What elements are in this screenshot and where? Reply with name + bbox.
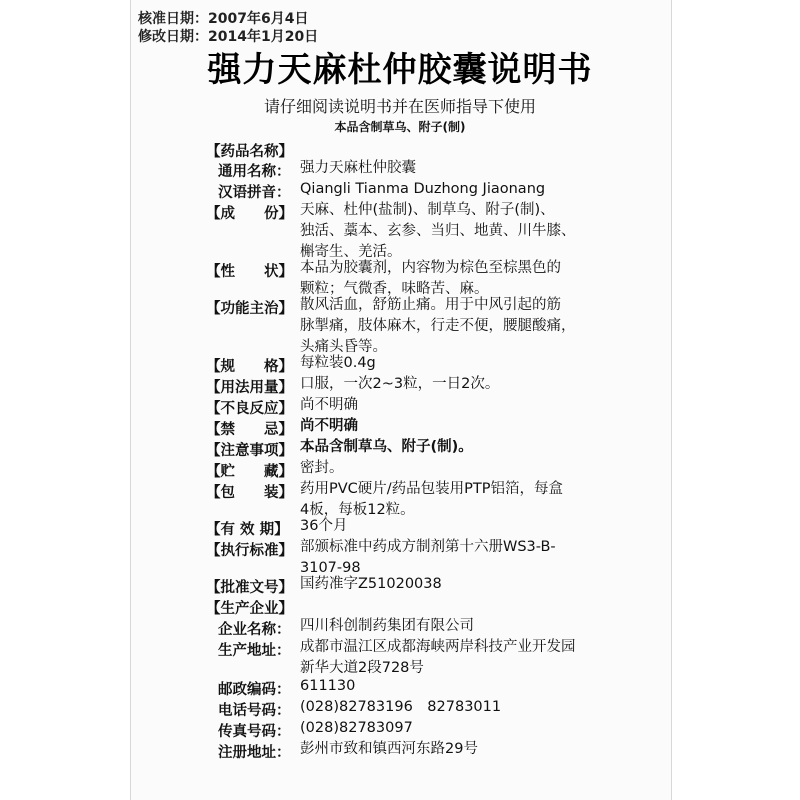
fax-label: 传真号码： [218, 724, 291, 740]
character-line: 颗粒；气微香，味略苦、麻。 [300, 281, 489, 297]
phone-value: (028)82783196 82783011 [300, 699, 502, 715]
ingredients-line: 独活、藁本、玄参、当归、地黄、川牛膝、 [300, 223, 576, 239]
ingredients-line: 槲寄生、羌活。 [300, 244, 402, 260]
approval-number-value: 国药准字Z51020038 [300, 576, 442, 592]
usage-warning: 请仔细阅读说明书并在医师指导下使用 [263, 97, 536, 116]
generic-name-value: 强力天麻杜仲胶囊 [300, 160, 416, 176]
postcode-value: 611130 [300, 678, 356, 694]
address-line: 新华大道2段728号 [300, 660, 424, 676]
page-title: 强力天麻杜仲胶囊说明书 [207, 50, 593, 90]
contra-value: 尚不明确 [300, 418, 358, 434]
package-value [300, 479, 620, 521]
notes-label: 【注意事项】 [206, 443, 293, 459]
registered-address-value: 彭州市致和镇西河东路29号 [300, 741, 478, 757]
ingredient-warning: 本品含制草乌、附子(制) [334, 120, 466, 134]
generic-name-label: 通用名称： [218, 164, 291, 180]
section-drug-name: 【药品名称】 [206, 144, 293, 160]
registered-address-label: 注册地址： [218, 745, 291, 761]
character-value [300, 258, 620, 300]
storage-label: 【贮 藏】 [206, 464, 293, 480]
notes-value: 本品含制草乌、附子(制)。 [300, 439, 473, 455]
validity-value: 36个月 [300, 518, 348, 534]
contra-label: 【禁 忌】 [206, 422, 293, 438]
phone-label: 电话号码： [218, 703, 291, 719]
package-line: 4板，每板12粒。 [300, 502, 415, 518]
postcode-label: 邮政编码： [218, 682, 291, 698]
storage-value: 密封。 [300, 460, 344, 476]
standard-line: 部颁标准中药成方制剂第十六册WS3-B- [300, 539, 556, 555]
function-line: 脉掣痛，肢体麻木，行走不便，腰腿酸痛， [300, 318, 576, 334]
approval-date: 核准日期：2007年6月4日 [138, 11, 309, 27]
package-line: 药用PVC硬片/药品包装用PTP铝箔，每盒 [300, 481, 564, 497]
fax-value: (028)82783097 [300, 720, 413, 736]
function-line: 散风活血，舒筋止痛。用于中风引起的筋 [300, 297, 561, 313]
address-value [300, 637, 620, 679]
character-label: 【性 状】 [206, 264, 293, 280]
function-line: 头痛头昏等。 [300, 339, 387, 355]
standard-label: 【执行标准】 [206, 543, 293, 559]
standard-line: 3107-98 [300, 560, 361, 576]
company-label: 企业名称： [218, 622, 291, 638]
usage-label: 【用法用量】 [206, 380, 293, 396]
approval-number-label: 【批准文号】 [206, 580, 293, 596]
spec-label: 【规 格】 [206, 359, 293, 375]
ingredients-line: 天麻、杜仲(盐制)、制草乌、附子(制)、 [300, 202, 555, 218]
address-label: 生产地址： [218, 643, 291, 659]
validity-label: 【有 效 期】 [206, 522, 289, 538]
function-value [300, 295, 620, 358]
function-label: 【功能主治】 [206, 301, 293, 317]
ingredients-label: 【成 份】 [206, 206, 293, 222]
pinyin-value: Qiangli Tianma Duzhong Jiaonang [300, 181, 546, 197]
pinyin-label: 汉语拼音： [218, 185, 291, 201]
ingredients-value [300, 200, 620, 263]
adverse-label: 【不良反应】 [206, 401, 293, 417]
company-value: 四川科创制药集团有限公司 [300, 618, 474, 634]
package-label: 【包 装】 [206, 485, 293, 501]
section-manufacturer: 【生产企业】 [206, 601, 293, 617]
standard-value [300, 537, 620, 579]
spec-value: 每粒装0.4g [300, 355, 376, 371]
usage-value: 口服，一次2~3粒，一日2次。 [300, 376, 500, 392]
character-line: 本品为胶囊剂，内容物为棕色至棕黑色的 [300, 260, 561, 276]
address-line: 成都市温江区成都海峡两岸科技产业开发园 [300, 639, 576, 655]
adverse-value: 尚不明确 [300, 397, 358, 413]
revision-date: 修改日期：2014年1月20日 [138, 29, 319, 45]
